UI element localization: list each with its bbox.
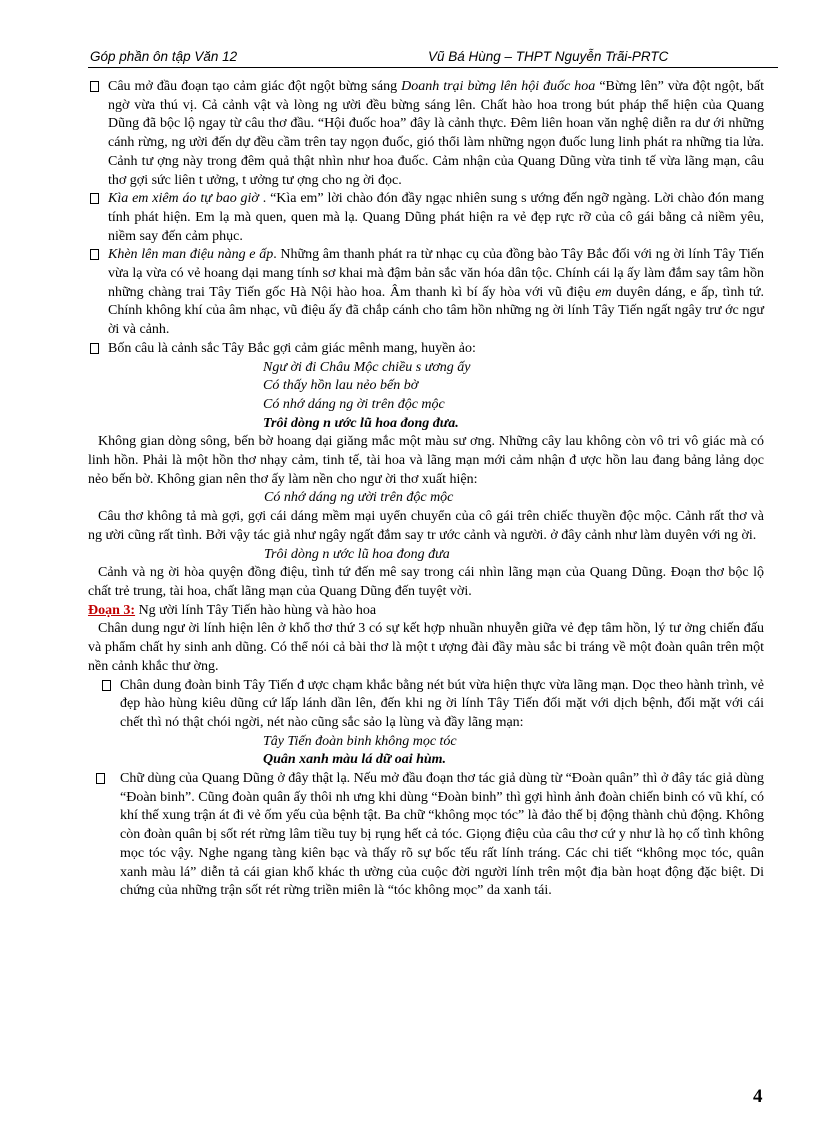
paragraph-text: . Những âm thanh phát ra từ nhạc cụ của đồng bào Tây Bắc đối với ng ời lính Tây Tiến vừa lạ vừa có vẻ hoang dại mang tính sơ khai mà đậm bản sắc văn hóa dân tộc. Chính cái lạ ấy làm đắm say tâm hồn những chàng trai Tây Tiến gốc Hà Nội hào hoa. Âm thanh kì bí ấy hòa với vũ điệu (108, 247, 764, 300)
poem-stanza (88, 359, 764, 434)
paragraph-text: Bốn câu là cảnh sắc Tây Bắc gợi cảm giác mênh mang, huyền ảo: (108, 340, 476, 356)
poem-stanza (88, 733, 764, 770)
paragraph: Câu thơ không tả mà gợi, gợi cái dáng mềm mại uyển chuyển của cô gái trên chiếc thuyền độc mộc. Cảnh rất thơ và ng ười cũng rất tình. Bởi vậy tác giả như ngây ngất đắm say tr ước cảnh và người. ở đây cảnh như làm duyên với ng ời. (88, 509, 764, 543)
quoted-verse-line: Trôi dòng n ước lũ hoa đong đưa (264, 546, 450, 562)
checkbox-bullet-icon (102, 680, 111, 691)
poem-line: Tây Tiến đoàn binh không mọc tóc (263, 733, 457, 749)
checkbox-bullet-icon (90, 343, 99, 354)
bullet-item (88, 340, 764, 359)
poem-line: Ngư ời đi Châu Mộc chiều s ương ấy (263, 359, 471, 375)
paragraph: Không gian dòng sông, bến bờ hoang dại giăng mắc một màu sư ơng. Những cây lau không còn vô tri vô giác mà có linh hồn. Phải là một hồn thơ nhạy cảm, tinh tế, tài hoa và lãng mạn mới cảm nhận đ ược hồn lau đang bảng lảng dọc nẻo bến bờ. Không gian nên thơ ấy làm nền cho ngư ời thơ xuất hiện: (88, 434, 764, 487)
paragraph: Chân dung ngư ời lính hiện lên ở khổ thơ thứ 3 có sự kết hợp nhuần nhuyễn giữa vẻ đẹp tâm hồn, lý tư ởng chiến đấu và phẩm chất hy sinh anh dũng. Có thể nói cả bài thơ là một t ượng đài đầy màu sắc bi tráng về một đoàn quân trên một nền cảnh khắc thư ờng. (88, 621, 764, 674)
section-heading (88, 602, 764, 621)
checkbox-bullet-icon (90, 193, 99, 204)
paragraph: Cảnh và ng ời hòa quyện đồng điệu, tình tứ đến mê say trong cái nhìn lãng mạn của Quang Dũng. Đoạn thơ bộc lộ chất trẻ trung, tài hoa, chất lãng mạn của Quang Dũng đến tuyệt vời. (88, 565, 764, 599)
quoted-verse: Kìa em xiêm áo tự bao giờ (108, 191, 259, 207)
bullet-item (88, 677, 764, 733)
checkbox-bullet-icon (96, 773, 105, 784)
quoted-verse: Doanh trại bừng lên hội đuốc hoa (401, 79, 596, 94)
paragraph-text: . “Kìa em” lời chào đón đầy ngạc nhiên sung s ướng đến ngỡ ngàng. Lời chào đón mang tính phát hiện. Em lạ mà quen, quen mà lạ. Quang Dũng phát hiện ra vẻ đẹp rực rỡ của cô gái bằng cả niềm yêu, niềm say đến cảm phục. (108, 191, 764, 244)
paragraph-text: Chân dung đoàn binh Tây Tiến đ ược chạm khắc bằng nét bút vừa hiện thực vừa lãng mạn. Dọc theo hành trình, vẻ đẹp hào hùng kiêu dũng cứ lấp lánh dần lên, đến khi ng ời lính Tây Tiến đối mặt với dịch bệnh, đối mặt với cái chết thì nó thật chói ngời, nét nào cũng sắc sảo lạ lùng và đầy lãng mạn: (120, 677, 764, 730)
checkbox-bullet-icon (90, 81, 99, 92)
poem-line: Trôi dòng n ước lũ hoa đong đưa. (263, 415, 459, 431)
poem-line: Có thấy hồn lau nẻo bến bờ (263, 378, 419, 394)
bullet-item (88, 78, 764, 190)
emphasis-word: em (595, 284, 612, 300)
poem-line: Quân xanh màu lá dữ oai hùm. (263, 752, 447, 768)
checkbox-bullet-icon (90, 249, 99, 260)
paragraph-text: duyên dáng, e ấp, tình tứ. Chính không khí của âm nhạc, vũ điệu ấy đã chắp cánh cho tâm hồn những ng ời lính Tây Tiến ngất ngây trư ớc ngư ời và cảnh. (108, 284, 764, 338)
paragraph-text: Câu mở đầu đoạn tạo cảm giác đột ngột bừng sáng (108, 79, 402, 94)
bullet-item (88, 190, 764, 246)
bullet-item (88, 770, 764, 901)
poem-line: Có nhớ dáng ng ời trên độc mộc (263, 396, 445, 412)
section-label: Đoạn 3: (88, 602, 136, 618)
quoted-verse: Khèn lên man điệu nàng e ấp (108, 247, 274, 263)
bullet-item (88, 246, 764, 340)
section-title-text: Ng ười lính Tây Tiến hào hùng và hào hoa (135, 602, 377, 618)
page-number: 4 (753, 1086, 763, 1107)
header-course-title: Góp phần ôn tập Văn 12 (90, 49, 238, 64)
paragraph-text: “Bừng lên” vừa đột ngột, bất ngờ vừa thú vị. Cả cảnh vật và lòng ng ười đều bừng sáng lên. Chất hào hoa trong bút pháp thể hiện của Quang Dũng đã bộc lộ ngay từ câu thơ đầu. “Hội đuốc hoa” đây là cảnh thực. Đêm liên hoan văn nghệ diễn ra dư ới những cánh rừng, ng ười đến dự đều cầm trên tay ngọn đuốc, gió thổi làm những ngọn đuốc lung linh phát ra những tia lửa. Cảnh tư ợng này trong đêm quả thật nhìn như hoa đuốc. Cảm nhận của Quang Dũng vừa tinh tế vừa lãng mạn, câu thơ gợi sức liên t ưởng, t ưởng tư ợng cho ng ời đọc. (108, 79, 764, 188)
page-header (88, 47, 778, 68)
paragraph-text: Chữ dùng của Quang Dũng ở đây thật lạ. Nếu mở đầu đoạn thơ tác giả dùng từ “Đoàn quân” thì ở đây tác giả dùng “Đoàn binh”. Cũng đoàn quân ấy thôi nh ưng khi dùng “Đoàn binh” thì gợi hình ảnh đoàn chiến binh có vũ khí, có khí thế xung trận át đi vẻ ốm yếu của bệnh tật. Ba chữ “không mọc tóc” là đảo thế bị động thành chủ động. Không còn đoàn quân bị sốt rét rừng lâm tiều tuy bị rụng hết cả tóc. Giọng điệu của câu thơ cứ y như là họ cố tình không mọc tóc vậy. Nghe ngang tàng kiên bạc và thấy rõ sự bốc tếu rất lính tráng. Các chi tiết “không mọc tóc, quân xanh màu lá” diễn tả cái gian khổ khác th ường của cuộc đời người lính trên một địa bàn hoạt động đặc biệt. Di chứng của những trận sốt rét rừng triền miên là “tóc không mọc” da xanh tái. (120, 771, 764, 899)
quoted-verse-line: Có nhớ dáng ng ười trên độc mộc (264, 490, 454, 506)
header-author: Vũ Bá Hùng – THPT Nguyễn Trãi-PRTC (428, 49, 669, 64)
document-body (88, 78, 764, 901)
